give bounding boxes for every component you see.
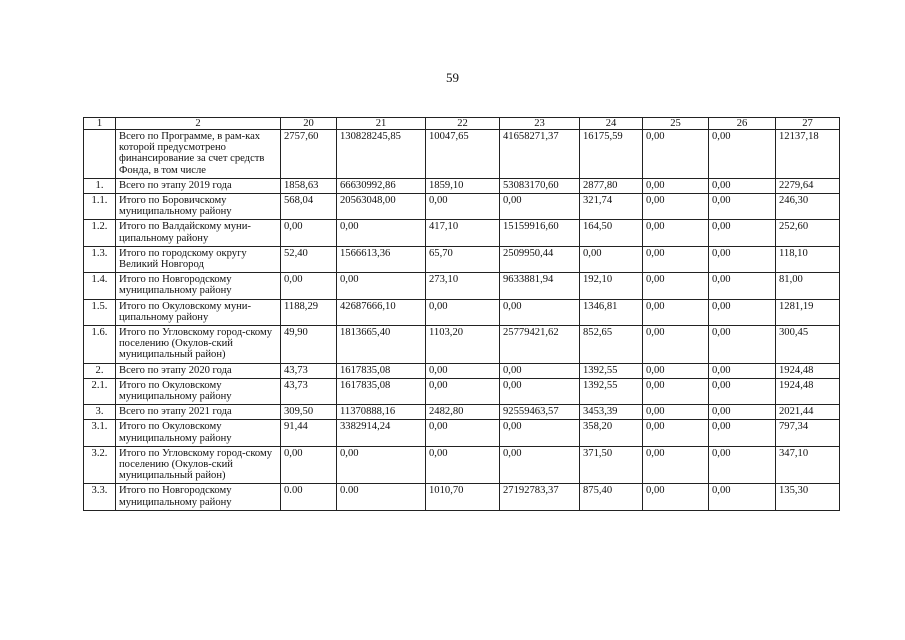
table-cell: 0,00 [426, 363, 500, 378]
table-cell: 347,10 [776, 446, 840, 484]
row-name: Итого по Валдайскому муни-ципальному району [116, 220, 281, 246]
table-cell: 0,00 [643, 273, 709, 299]
table-cell: 0,00 [337, 220, 426, 246]
table-cell: 12137,18 [776, 130, 840, 179]
table-cell: 0,00 [580, 246, 643, 272]
table-cell: 0,00 [281, 446, 337, 484]
table-cell: 0,00 [709, 246, 776, 272]
table-cell: 65,70 [426, 246, 500, 272]
table-cell: 852,65 [580, 326, 643, 364]
row-name: Итого по Окуловскому муниципальному району [116, 378, 281, 404]
table-cell: 2877,80 [580, 178, 643, 193]
row-name: Итого по Новгородскому муниципальному району [116, 484, 281, 510]
table-cell: 0,00 [643, 378, 709, 404]
row-number: 1.2. [84, 220, 116, 246]
table-cell: 1103,20 [426, 326, 500, 364]
table-cell: 0,00 [709, 326, 776, 364]
column-header: 1 [84, 118, 116, 130]
table-cell: 0,00 [426, 194, 500, 220]
table-cell: 309,50 [281, 405, 337, 420]
table-cell: 9633881,94 [500, 273, 580, 299]
table-cell: 0,00 [709, 446, 776, 484]
table-cell: 92559463,57 [500, 405, 580, 420]
table-row [84, 405, 840, 420]
table-cell: 81,00 [776, 273, 840, 299]
table-cell: 0.00 [337, 484, 426, 510]
table-cell: 300,45 [776, 326, 840, 364]
table-cell: 0,00 [500, 363, 580, 378]
table-cell: 130828245,85 [337, 130, 426, 179]
column-header: 25 [643, 118, 709, 130]
table-cell: 25779421,62 [500, 326, 580, 364]
column-header: 21 [337, 118, 426, 130]
table-cell: 0,00 [709, 420, 776, 446]
table-cell: 358,20 [580, 420, 643, 446]
table-cell: 43,73 [281, 378, 337, 404]
table-cell: 0,00 [500, 420, 580, 446]
table-cell: 27192783,37 [500, 484, 580, 510]
row-name: Всего по этапу 2021 года [116, 405, 281, 420]
table-cell: 0,00 [643, 194, 709, 220]
row-number: 1.4. [84, 273, 116, 299]
column-header: 27 [776, 118, 840, 130]
table-cell: 2021,44 [776, 405, 840, 420]
table-cell: 52,40 [281, 246, 337, 272]
column-header: 24 [580, 118, 643, 130]
row-number: 3.3. [84, 484, 116, 510]
table-row [84, 326, 840, 364]
table-cell: 91,44 [281, 420, 337, 446]
table-cell: 1010,70 [426, 484, 500, 510]
row-number: 1.3. [84, 246, 116, 272]
table-cell: 0,00 [337, 446, 426, 484]
column-header: 20 [281, 118, 337, 130]
table-cell: 1859,10 [426, 178, 500, 193]
row-number: 2. [84, 363, 116, 378]
table-cell: 3453,39 [580, 405, 643, 420]
page-number: 59 [446, 70, 459, 85]
table-cell: 797,34 [776, 420, 840, 446]
row-name: Итого по Окуловскому муни-ципальному району [116, 299, 281, 325]
table-cell: 0,00 [281, 220, 337, 246]
table-row [84, 273, 840, 299]
table-cell: 1392,55 [580, 363, 643, 378]
row-name: Итого по Окуловскому муниципальному району [116, 420, 281, 446]
table-cell: 164,50 [580, 220, 643, 246]
row-number: 1. [84, 178, 116, 193]
table-cell: 875,40 [580, 484, 643, 510]
table-cell: 66630992,86 [337, 178, 426, 193]
table-row [84, 246, 840, 272]
table-row [84, 194, 840, 220]
table-cell: 49,90 [281, 326, 337, 364]
row-name: Итого по городскому округу Великий Новгород [116, 246, 281, 272]
table-row [84, 378, 840, 404]
table-cell: 246,30 [776, 194, 840, 220]
row-number [84, 130, 116, 179]
table-cell: 417,10 [426, 220, 500, 246]
table-header-row [84, 118, 840, 130]
table-cell: 0,00 [643, 405, 709, 420]
table-cell: 0,00 [643, 363, 709, 378]
table-cell: 0,00 [426, 446, 500, 484]
table-row [84, 484, 840, 510]
table-cell: 0,00 [709, 484, 776, 510]
row-name: Итого по Боровичскому муниципальному району [116, 194, 281, 220]
row-number: 3.1. [84, 420, 116, 446]
table-cell: 273,10 [426, 273, 500, 299]
table-cell: 0,00 [643, 246, 709, 272]
table-cell: 1346,81 [580, 299, 643, 325]
table-cell: 2757,60 [281, 130, 337, 179]
table-cell: 371,50 [580, 446, 643, 484]
table-cell: 1188,29 [281, 299, 337, 325]
table-cell: 0,00 [643, 446, 709, 484]
row-number: 2.1. [84, 378, 116, 404]
table-cell: 0,00 [426, 299, 500, 325]
table-cell: 0,00 [643, 130, 709, 179]
table-cell: 252,60 [776, 220, 840, 246]
table-cell: 0,00 [709, 194, 776, 220]
table-cell: 1924,48 [776, 363, 840, 378]
table-row [84, 130, 840, 179]
table-cell: 0,00 [500, 299, 580, 325]
table-cell: 118,10 [776, 246, 840, 272]
row-name: Всего по этапу 2019 года [116, 178, 281, 193]
table-cell: 1617835,08 [337, 378, 426, 404]
column-header: 26 [709, 118, 776, 130]
table-cell: 0,00 [500, 378, 580, 404]
table-cell: 11370888,16 [337, 405, 426, 420]
row-name: Всего по Программе, в рам-ках которой предусмотрено финансирование за счет средств Фонда, в том числе [116, 130, 281, 179]
table-cell: 1281,19 [776, 299, 840, 325]
table-row [84, 299, 840, 325]
column-header: 23 [500, 118, 580, 130]
table-cell: 0.00 [281, 484, 337, 510]
table-cell: 1813665,40 [337, 326, 426, 364]
table-cell: 0,00 [643, 484, 709, 510]
table-cell: 16175,59 [580, 130, 643, 179]
table-cell: 0,00 [643, 420, 709, 446]
table-cell: 1392,55 [580, 378, 643, 404]
table-row [84, 220, 840, 246]
table-cell: 1617835,08 [337, 363, 426, 378]
table-cell: 0,00 [709, 363, 776, 378]
table-cell: 0,00 [709, 405, 776, 420]
table-cell: 0,00 [426, 378, 500, 404]
table-cell: 0,00 [500, 446, 580, 484]
table-cell: 2279,64 [776, 178, 840, 193]
table-cell: 42687666,10 [337, 299, 426, 325]
table-row [84, 420, 840, 446]
table-cell: 1924,48 [776, 378, 840, 404]
row-name: Итого по Угловскому город-скому поселению (Окулов-ский муниципальный район) [116, 326, 281, 364]
table-cell: 41658271,37 [500, 130, 580, 179]
row-number: 3. [84, 405, 116, 420]
table-row [84, 178, 840, 193]
table-cell: 3382914,24 [337, 420, 426, 446]
table-cell: 2509950,44 [500, 246, 580, 272]
row-name: Итого по Новгородскому муниципальному району [116, 273, 281, 299]
table-row [84, 446, 840, 484]
table-cell: 2482,80 [426, 405, 500, 420]
table-cell: 0,00 [643, 326, 709, 364]
table-cell: 0,00 [643, 220, 709, 246]
table-cell: 0,00 [643, 299, 709, 325]
table-cell: 0,00 [709, 273, 776, 299]
table-cell: 0,00 [426, 420, 500, 446]
table-cell: 0,00 [709, 220, 776, 246]
table-cell: 0,00 [709, 130, 776, 179]
table-cell: 0,00 [337, 273, 426, 299]
table-cell: 15159916,60 [500, 220, 580, 246]
table-row [84, 363, 840, 378]
table-cell: 0,00 [709, 299, 776, 325]
data-table [83, 117, 840, 511]
row-name: Всего по этапу 2020 года [116, 363, 281, 378]
table-cell: 568,04 [281, 194, 337, 220]
table-cell: 0,00 [709, 178, 776, 193]
column-header: 22 [426, 118, 500, 130]
row-number: 1.6. [84, 326, 116, 364]
table-cell: 135,30 [776, 484, 840, 510]
table-cell: 0,00 [643, 178, 709, 193]
table-cell: 53083170,60 [500, 178, 580, 193]
table-cell: 1858,63 [281, 178, 337, 193]
row-name: Итого по Угловскому город-скому поселению (Окулов-ский муниципальный район) [116, 446, 281, 484]
table-body [84, 130, 840, 511]
table-cell: 1566613,36 [337, 246, 426, 272]
row-number: 1.5. [84, 299, 116, 325]
table-cell: 20563048,00 [337, 194, 426, 220]
table-cell: 0,00 [500, 194, 580, 220]
table-cell: 10047,65 [426, 130, 500, 179]
row-number: 3.2. [84, 446, 116, 484]
table-cell: 321,74 [580, 194, 643, 220]
table-cell: 192,10 [580, 273, 643, 299]
column-header: 2 [116, 118, 281, 130]
table-cell: 0,00 [281, 273, 337, 299]
table-cell: 0,00 [709, 378, 776, 404]
row-number: 1.1. [84, 194, 116, 220]
table-cell: 43,73 [281, 363, 337, 378]
